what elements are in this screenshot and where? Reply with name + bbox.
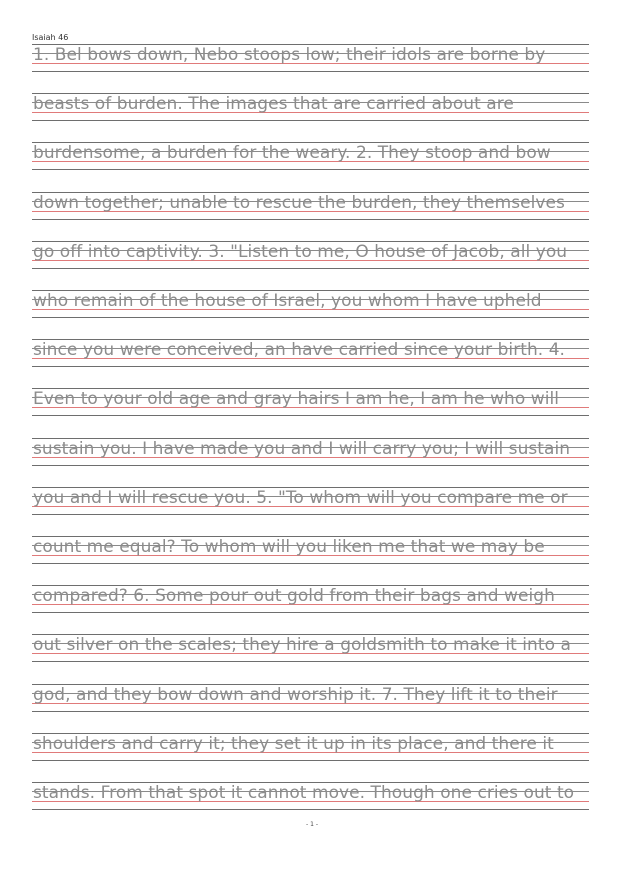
trace-text: Even to your old age and gray hairs I am he, I am he who will (33, 389, 560, 409)
practice-line (32, 290, 589, 318)
guide-rule (32, 120, 589, 121)
practice-line (32, 782, 589, 810)
guide-rule (32, 169, 589, 170)
practice-line (32, 585, 589, 613)
guide-rule (32, 760, 589, 761)
guide-rule (32, 71, 589, 72)
trace-text: go off into captivity. 3. "Listen to me, O house of Jacob, all you (33, 242, 568, 262)
guide-rule (32, 711, 589, 712)
trace-text: shoulders and carry it; they set it up in its place, and there it (33, 734, 554, 754)
practice-line (32, 733, 589, 761)
practice-line (32, 438, 589, 466)
practice-line (32, 487, 589, 515)
practice-line (32, 93, 589, 121)
page-number: - 1 - (306, 821, 318, 828)
practice-line (32, 44, 589, 72)
guide-rule (32, 268, 589, 269)
guide-rule (32, 514, 589, 515)
trace-text: burdensome, a burden for the weary. 2. They stoop and bow (33, 143, 551, 163)
trace-text: down together; unable to rescue the burden, they themselves (33, 193, 565, 213)
trace-text: compared? 6. Some pour out gold from their bags and weigh (33, 586, 555, 606)
guide-rule (32, 563, 589, 564)
practice-line (32, 339, 589, 367)
guide-rule (32, 661, 589, 662)
trace-text: sustain you. I have made you and I will carry you; I will sustain (33, 439, 571, 459)
guide-rule (32, 465, 589, 466)
practice-line (32, 142, 589, 170)
practice-line (32, 684, 589, 712)
trace-text: stands. From that spot it cannot move. Though one cries out to (33, 783, 575, 803)
trace-text: god, and they bow down and worship it. 7. They lift it to their (33, 685, 558, 705)
guide-rule (32, 415, 589, 416)
practice-line (32, 192, 589, 220)
practice-line (32, 634, 589, 662)
practice-line (32, 388, 589, 416)
trace-text: 1. Bel bows down, Nebo stoops low; their idols are borne by (33, 45, 546, 65)
practice-line (32, 241, 589, 269)
practice-line (32, 536, 589, 564)
trace-text: you and I will rescue you. 5. "To whom will you compare me or (33, 488, 568, 508)
guide-rule (32, 612, 589, 613)
page-header-title: Isaiah 46 (32, 33, 69, 42)
guide-rule (32, 809, 589, 810)
trace-text: since you were conceived, an have carried since your birth. 4. (33, 340, 566, 360)
trace-text: count me equal? To whom will you liken me that we may be (33, 537, 545, 557)
guide-rule (32, 366, 589, 367)
trace-text: out silver on the scales; they hire a goldsmith to make it into a (33, 635, 571, 655)
trace-text: who remain of the house of Israel, you whom I have upheld (33, 291, 542, 311)
trace-text: beasts of burden. The images that are carried about are (33, 94, 514, 114)
guide-rule (32, 219, 589, 220)
guide-rule (32, 317, 589, 318)
